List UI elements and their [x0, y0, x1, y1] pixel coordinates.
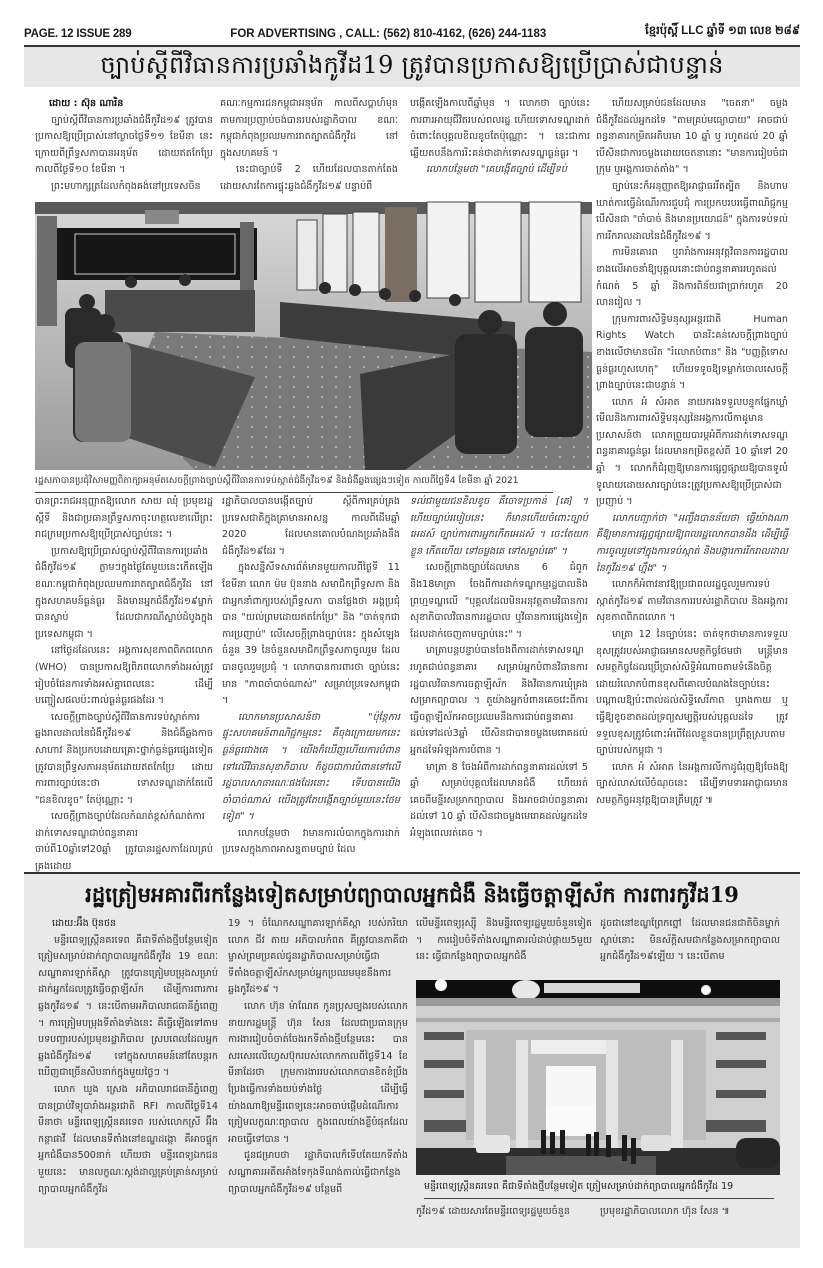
paragraph: ហើយសម្រាប់ជនដែលមាន "ចេតនា" ចម្លងជំងឺកូវីដដល់អ្នកដទៃ "តាមគ្រប់មធ្យោបាយ" អាចជាប់ពន្ធនាគារកម្រិតអតិបរមា 10 ឆ្នាំ ឬ រហូតដល់ 20 ឆ្នាំ បើសិនជាការចម្លងដោយចេតនានោះ "មានការរៀបចំជាក្រុម ឬអង្គការចាត់តាំង" ។: [596, 98, 788, 176]
parliament-photo-caption: រដ្ឋសភាបានប្រជុំវិសាមញ្ញពិភាក្សាអនុម័តសេចក្តីព្រាងច្បាប់ស្តីពីវិធានការទប់ស្កាត់ជំងឺកូវីដ១៩ និងជំងឺឆ្លងផ្សេងៗទៀត កាលពីថ្ងៃទី4 ខែមីនា ឆ្នាំ 2021: [35, 475, 553, 493]
paragraph: 19 ។ ចំណែកសណ្ឋាគារឡាក់គីស្ដា របស់ភរិយាលោក ជីវ តាយ អភិបាលកំពត គឺត្រូវបានភាគីជាម្ចាស់ព្រមប្រគល់ជូនរដ្ឋាភិបាលសម្រាប់ធ្វើជាទីតាំងចត្តាឡីស័កសម្រាប់អ្នកប្រឈមមុខនឹងការឆ្លងកូវីដ១៩ ។: [228, 918, 408, 996]
paragraph: ដូចជានៅខណ្ឌព្រែកព្នៅ ដែលមានជនជាតិចិនម្នាក់ស្លាប់នោះ មិនស័ក្តិសមជាកន្លែងសម្រាកព្យាបាលអ្នកជំងឺកូវីដ១៩ឡើយ ។ នេះបើតាម: [600, 918, 780, 963]
article1-headline-banner: [24, 47, 800, 87]
paragraph: ការមិនគោរព ឬរារាំងការអនុវត្តវិធានការរដ្ឋបាលខាងលើអាចនាំឱ្យបុគ្គលនោះជាប់ពន្ធនាគាររហូតដល់កំណត់ 5 ឆ្នាំ និងការពិន័យជាប្រាក់រហូត 20 លានរៀល ។: [596, 247, 788, 309]
article2-column-4-bottom: [600, 1204, 780, 1224]
article2-column-1: [38, 916, 218, 1246]
paragraph: ព្រះមហាក្សត្រដែលកំពុងគង់នៅប្រទេសចិន: [51, 180, 201, 192]
paragraph: ក្រុមការពារសិទ្ធិមនុស្សអន្តរជាតិ Human Rights Watch បានរិះគន់សេចក្តីព្រាងច្បាប់ខាងលើថាមានចរិត "រំលោភបំពាន" និង "បញ្ញត្តិទោសធ្ងន់ធ្ងរហួសហេតុ" ហើយទទូចឱ្យទម្លាក់ចោលសេចក្តីព្រាងច្បាប់នេះជាបន្ទាន់ ។: [596, 313, 788, 392]
paragraph: នៅថ្ងៃដដែលនេះ អង្គការសុខភាពពិភពលោក (WHO) បានប្រកាសឱ្យពិភពលោកទាំងអស់ត្រូវរៀបចំផែនការទាំងអស់គ្នាពេលនេះ ដើម្បីបញ្ចៀសផលប៉ះពាល់ធ្ងន់ធ្ងរផងដែរ ។: [35, 645, 213, 707]
paragraph: បានព្រះរាជអនុញ្ញាតឱ្យលោក សាយ ឈុំ ប្រមុខរដ្ឋស្តីទី និងជាប្រធានព្រឹទ្ធសភាចុះហត្ថលេខាលើព្រះរាជក្រមប្រកាសឱ្យប្រើប្រាស់ច្បាប់នេះ ។: [35, 496, 213, 541]
article2-headline: រដ្ឋត្រៀមអគារពីរកន្លែងទៀតសម្រាប់ព្យាបាលអ្នកជំងឺ និងធ្វើចត្តាឡីស័ក ការពារកូវីដ19: [85, 881, 739, 907]
paragraph: កូវីដ១៩ ដោយសារតែមន្ទីរពេទ្យរដ្ឋមួយចំនួន: [416, 1206, 570, 1217]
paragraph: នេះជាច្បាប់ទី 2 ហើយដែលបានតាក់តែង ដោយសារតែការផ្ទុះឆ្លងជំងឺកូវីដ១៩ បន្ទាប់ពី: [220, 164, 398, 192]
article1-column-2-bottom: [222, 494, 400, 866]
paragraph: លោក អំ សំអាត នៃអង្គការលីកាដូជំរុញឱ្យចែងឱ្យច្បាស់លាស់លើចំណុចនេះ ដើម្បីទាមទារអាជ្ញាធរមានសមត្ថកិច្ចអនុវត្តឱ្យបានត្រឹមត្រូវ ៕: [596, 761, 788, 806]
paragraph: មាត្រាបន្តបន្ទាប់បានចែងពីការដាក់ទោសទណ្ឌរហូតជាប់ពន្ធនាគារ សម្រាប់អ្នកបំពានវិធានការរដ្ឋបាលវិធានការចត្តាឡីស័ក និងវិធានការឃុំគ្រងសម្រាកព្យាបាល ។ តួយ៉ាងអ្នកបំពានគេចវេះពីការធ្វើចត្តាឡីស័កអាចប្រឈមនឹងការជាប់ពន្ធនាគារដល់ទៅដល់3ឆ្នាំ បើសិនជាបានចម្លងមេរោគដល់អ្នកដទៃអំឡុងការបំពាន ។: [410, 645, 588, 756]
paragraph: គណៈកម្មការជនកម្ពុជាអនុម័ត កាលពីសប្តាហ៍មុន តាមការប្រញាប់ចង់បានរបស់រដ្ឋាភិបាល ខណៈកម្ពុជាកំពុងប្រឈមការរាតត្បាតជំងឺកូវីដ នៅក្នុងសហគមន៍ ។: [220, 98, 398, 159]
paragraph: រដ្ឋាភិបាលបានបង្កើតច្បាប់ ស្តីពីការគ្រប់គ្រងប្រទេសជាតិក្នុងគ្រាមានអាសន្ន កាលពីដើមឆ្នាំ 2020 ដែលមានគោលបំណងប្រឆាំងនឹងជំងឺកូវីដ១៩ដែរ ។: [222, 496, 400, 557]
article1-column-4: [596, 96, 788, 846]
article2-headline-banner: [24, 880, 800, 914]
paragraph: ច្បាប់នេះក៏អនុញ្ញាតឱ្យអាជ្ញាធររឹតត្បិត និងហាមឃាត់ការធ្វើដំណើរការជួបជុំ ការប្រកបរបរធ្វើពាណិជ្ជកម្ម បើសិនជា "ចាំបាច់ និងមានប្រយោជន៍" ក្នុងការទប់ទល់ការរីករាលដាលនៃជំងឺកូវីដ១៩ ។: [596, 180, 788, 242]
parliament-session-photo: [35, 202, 592, 470]
article1-column-1-bottom: [35, 494, 213, 873]
paragraph: ប្រកាសឱ្យប្រើប្រាស់ច្បាប់ស្តីពីវិធានការប្រឆាំងជំងឺកូវីដ១៩ ភ្លាមៗក្នុងថ្ងៃតែមួយនេះកើតឡើង ខណៈកម្ពុជាកំពុងប្រឈមការរាតត្បាតជំងឺកូវីដ នៅក្នុងសហគមន៍ធ្ងន់ធ្ងរ និងមានអ្នកជំងឺកូវីដ១៩ម្នាក់បានស្លាប់ ដែលជាករណីស្លាប់ដំបូងក្នុងប្រទេសកម្ពុជា ។: [35, 545, 213, 640]
paragraph: ជូនជម្រាបថា រដ្ឋាភិបាលក៏ទើបតែយកទីតាំងសណ្ឋាគារអតីតអាំងទែកុងទីណង់តាល់ធ្វើជាកន្លែងព្យាបាលអ្នកជំងឺកូវីដ១៩ បន្ថែមពី: [228, 1150, 408, 1195]
page-masthead: [24, 22, 800, 42]
publication-info: ខ្មែរប៉ុស្តិ៍ LLC ឆ្នាំទី ១៣ លេខ ២៨៩: [645, 25, 800, 37]
article2-column-3-bottom: [416, 1204, 592, 1224]
paragraph: លោក ឃួង ស្រេង អភិបាលរាជធានីភ្នំពេញ បានប្រាប់វិទ្យុបារាំងអន្តរជាតិ RFI កាលពីថ្ងៃទី14 មីនាថា មន្ទីរពេទ្យស្ត្រីនគរទេព របស់លោកស្រី អ៊ឹង កន្ថាផាវី ដែលមានទីតាំងនៅខណ្ឌដង្កោ គឺអាចផ្ទុកអ្នកជំងឺបាន500នាក់ ហើយថា មន្ទីរពេទ្យឯកជនមួយនេះ មានលក្ខណៈស្តង់ដាល្អគ្រប់គ្រាន់សម្រាប់ព្យាបាលអ្នកជំងឺកូវីដ: [38, 1083, 218, 1195]
paragraph: ក្នុងសន្និសីទសារព័ត៌មានមួយកាលពីថ្ងៃទី 11 ខែមីនា លោក ម៉ម ប៊ុននាង សមាជិកព្រឹទ្ធសភា និងជាអ្នកនាំពាក្យរបស់ព្រឹទ្ធសភា បានថ្លែងថា អង្គប្រជុំបាន "យល់ព្រមដោយឥតកែប្រែ" និង "ចាត់ទុកជាការប្រញាប់" លើសេចក្តីព្រាងច្បាប់នេះ ក្នុងសំឡេងចំនួន 39 នៃចំនួនសមាជិកព្រឹទ្ធសភាចូលរួម ដែលបានចូលរួមប្រជុំ ។ លោកបានការពារថា ច្បាប់នេះមាន "ភាពចាំបាច់ណាស់" សម្រាប់ប្រទេសកម្ពុជា ។: [222, 562, 400, 707]
paragraph: លោក អំ សំអាត នាយករងទទួលបន្ទុកផ្នែកឃ្លាំមើលនិងការពារសិទ្ធិមនុស្សនៃអង្គការលីកាដូមានប្រសាសន៍ថា លោកព្រួយបារម្ភអំពីការដាក់ទោសទណ្ឌពន្ធនាគារធ្ងន់ធ្ងរ ដែលមានកម្រិតខ្ពស់ពី 10 ឆ្នាំទៅ 20 ឆ្នាំ ។ លោកក៏ជំរុញឱ្យមានការផ្សព្វផ្សាយឱ្យបានទូលំទូលាយដោយសារច្បាប់នេះត្រូវប្រកាសឱ្យប្រើប្រាស់ជាប្រញាប់ ។: [596, 396, 788, 508]
hospital-photo-caption: មន្ទីរពេទ្យស្ត្រីនគរទេព គឺជាទីតាំងថ្មីបន្ថែមទៀត ត្រៀមសម្រាប់ដាក់ព្យាបាលអ្នកជំងឺកូវីដ 19: [424, 1180, 774, 1199]
paragraph: សេចក្តីព្រាងច្បាប់ដែលកំណត់ខ្ពស់កំណត់ការដាក់ទោសទណ្ឌជាប់ពន្ធនាគារ ចាប់ពី10ឆ្នាំទៅ20ឆ្នាំ ត្រូវបានរដ្ឋសភាដែលគ្រប់គ្រងដោយ: [35, 811, 213, 873]
paragraph: បង្កើតឡើងកាលពីឆ្នាំមុន ។ លោកថា ច្បាប់នេះ ការពារអាយុជីវិតរបស់ពលរដ្ឋ ហើយទោសទណ្ឌដាក់ចំពោះតែបុគ្គលខិលខូចតែប៉ុណ្ណោះ ។ នេះជាការឆ្លើយតបនឹងការរិះគន់ថាដាក់ទោសទណ្ឌធ្ងន់ធ្ងរ ។: [410, 98, 590, 159]
article1-byline: ដោយ : ស៊ុន ណារិន: [49, 98, 124, 109]
article2-column-3: [416, 916, 592, 968]
paragraph: មាត្រា 12 នៃច្បាប់នេះ ចាត់ទុកថាមានការទទួលខុសត្រូវរបស់អាជ្ញាធរមានសមត្ថកិច្ចថែមថា មន្ត្រីមានសមត្ថកិច្ចដែលប្រើប្រាស់សិទ្ធិអំណាចតាមទំនើងចិត្ត ដោយរំលោភបំពានខុសពីគោលបំណងនៃច្បាប់នេះ បណ្តាលឱ្យប៉ះពាល់ដល់សិទ្ធិសេរីភាព ឬរាងកាយ ឬធ្វើឱ្យខូចខាតដល់ទ្រព្យសម្បត្តិរបស់បុគ្គលដទៃ ត្រូវទទួលខុសត្រូវចំពោះអំពើដែលខ្លួនបានប្រព្រឹត្តស្របតាមច្បាប់របស់កម្ពុជា ។: [596, 629, 788, 757]
paragraph: សេចក្តីព្រាងច្បាប់ដែលមាន 6 ជំពូក និង18មាត្រា ចែងពីការដាក់ទណ្ឌកម្មរដ្ឋបាលនិងព្រហ្មទណ្ឌលើ "បុគ្គលដែលមិនអនុវត្តតាមវិធានការសុខាភិបាលវិធានការរដ្ឋបាល ឬវិធានការផ្សេងទៀតដែលដាក់ចេញតាមច្បាប់នេះ" ។: [410, 562, 588, 640]
article1-column-2-top: [220, 96, 398, 200]
article1-column-3-top: [410, 96, 590, 200]
paragraph: លើមន្ទីរពេទ្យរុស្ស៊ី និងមន្ទីរពេទ្យរដ្ឋមួយចំនួនទៀត ។ ការរៀបចំទីតាំងសណ្ឋាគារលំដាប់ផ្កាយ5មួយនេះ ធ្វើជាកន្លែងព្យាបាលអ្នកជំងឺ: [416, 918, 592, 963]
paragraph: ទល់ជាមួយជនខិលខូច គឺចោទប្រកាន់ [គេ] ។ ហើយច្បាប់របៀបនេះ ក៏មានហើយចំពោះច្បាប់អេដស៍ ច្បាប់ការពារអ្នកកើតអេដស៍ ។ ចេះតែយកខ្លួន កើតហើយ ទៅចម្លងគេ ទៅសម្លាប់គេ" ។: [410, 496, 588, 557]
paragraph: មាត្រា 8 ចែងអំពីការដាក់ពន្ធនាគារដល់ទៅ 5 ឆ្នាំ សម្រាប់បុគ្គលដែលមានជំងឺ ហើយរត់គេចពីមន្ទីរសម្រាកព្យាបាល និងអាចជាប់ពន្ធនាគារដល់ទៅ 10 ឆ្នាំ បើសិនជាចម្លងមេរោគដល់អ្នកដទៃអំឡុងពេលរត់គេច ។: [410, 761, 588, 839]
article1-headline: ច្បាប់ស្តីពីវិធានការប្រឆាំងកូវីដ19 ត្រូវបានប្រកាសឱ្យប្រើប្រាស់ជាបន្ទាន់: [100, 50, 724, 79]
advertising-contact: FOR ADVERTISING , CALL: (562) 810-4162, (626) 244-1183: [230, 28, 547, 40]
article2-column-2: [228, 916, 408, 1246]
paragraph: មន្ទីរពេទ្យស្ត្រីនគរទេព គឺជាទីតាំងថ្មីបន្ថែមទៀត ត្រៀមសម្រាប់ដាក់ព្យាបាលអ្នកជំងឺកូវីដ 19 ខណៈសណ្ឋាគារឡាក់គីស្ដា ត្រូវបានត្រៀមបម្រុងសម្រាប់ដាក់អ្នកដែលត្រូវធ្វើចត្តាឡីស័ក ដើម្បីការពារការឆ្លងកូវីដ១៩ ។ នេះបើតាមអភិបាលរាជធានីភ្នំពេញ ។ ការត្រៀមបម្រុងទីតាំងទាំងនេះ គឺធ្វើឡើងទៅតាមបទបញ្ជារបស់ប្រមុខរដ្ឋាភិបាល ស្របពេលដែលអ្នកឆ្លងជំងឺកូវីដ១៩ ទៅក្នុងសហគមន៍នៅតែបន្តរកឃើញជាច្រើនសិបនាក់ក្នុងមួយថ្ងៃៗ ។: [38, 934, 218, 1079]
paragraph: ប្រមុខរដ្ឋាភិបាលលោក ហ៊ុន សែន ៕: [600, 1206, 730, 1217]
paragraph: ច្បាប់ស្តីពីវិធានការប្រឆាំងជំងឺកូវីដ១៩ ត្រូវបានប្រកាសឱ្យប្រើប្រាស់នៅល្ងាចថ្ងៃទី១១ ខែមីនា នេះក្រោយពីព្រឹទ្ធសភាបានអនុម័ត ដោយឥតកែប្រែកាលពីថ្ងៃទី១០ ខែមីនា ។: [35, 114, 213, 176]
paragraph: លោក ហ៊ុន ម៉ាណែត កូនប្រុសច្បងរបស់លោកនាយករដ្ឋមន្ត្រី ហ៊ុន សែន ដែលជាប្រធានក្រុមការងាររៀបចំចាត់ចែងរកទីតាំងថ្មីបន្ថែមនេះ បានសរសេរលើហ្វេសប៊ុករបស់លោកកាលពីថ្ងៃទី14 ខែមីនាដែរថា ក្រុមការងាររបស់លោកបានខិតខំប្រឹងប្រែងធ្វើការទាំងយប់ទាំងថ្ងៃ ដើម្បីធ្វើយ៉ាងណាឱ្យមន្ទីរពេទ្យនេះអាចចាប់ផ្តើមដំណើរការ ត្រៀមលក្ខណៈព្យាបាល ក្នុងពេលយ៉ាងខ្លីបំផុតដែលអាចធ្វើទៅបាន ។: [228, 1000, 408, 1145]
article2-column-4: [600, 916, 780, 968]
parliament-session-image: [35, 202, 592, 470]
article1-column-3-bottom: [410, 494, 588, 866]
paragraph: លោកបន្ថែមថា "គេបង្កើតច្បាប់ ដើម្បីទប់: [426, 164, 567, 176]
hospital-building-photo: [416, 980, 780, 1175]
paragraph: លោកបញ្ជាក់ថា "អញ្ចឹងបានន័យថា ធ្វើយ៉ាងណា គឺឱ្យមានការផ្សព្វផ្សាយឱ្យពលរដ្ឋលោកបានដឹង ដើម្បីធ្វើការចូលរួមទៅក្នុងការទប់ស្កាត់ និងបង្ការការរីករាលដាលនៃកូវីដ១៩ ហ្នឹង" ។: [596, 512, 788, 574]
page-issue-label: PAGE. 12 ISSUE 289: [24, 28, 132, 40]
paragraph: លោកក៏អំពាវនាវឱ្យប្រជាពលរដ្ឋចូលរួមការទប់ស្កាត់កូវីដ១៩ តាមវិធានការរបស់រដ្ឋាភិបាល និងអង្គការសុខភាពពិភពលោក ។: [596, 579, 788, 624]
article1-column-1-top: [35, 96, 213, 200]
paragraph: លោកមានប្រសាសន៍ថា "ប៉ុន្តែការផ្ទុះសហគមន៍ពាណិជ្ជកម្មនេះ គឺចុងក្រោយមកនេះធ្ងន់ធ្ងរជាងគេ ។ យើងក៏ឃើញហើយការបំពានទៅលើវិធានសុខាភិបាល ក៏ដូចជាការបំពានទៅលើរដ្ឋបាលសាធារណៈផងដែរនោះ ទើបបានយើងចាំបាច់ណាស់ យើងត្រូវតែបង្កើតច្បាប់មួយនេះថែមទៀត" ។: [222, 711, 400, 823]
hospital-building-image: [416, 980, 780, 1175]
paragraph: លោកបន្ថែមថា វាមានការលំបាកក្នុងការដាក់ប្រទេសក្នុងភាពអាសន្នតាមច្បាប់ ដែល: [222, 827, 400, 856]
article2-byline: ដោយ:អ៊ឹង ប៊ុនថន: [52, 918, 117, 929]
paragraph: សេចក្តីព្រាងច្បាប់ស្តីពីវិធានការទប់ស្កាត់ការឆ្លងរាលដាលនៃជំងឺកូវីដ១៩ និងជំងឺឆ្លងកាចសាហាវ និងប្រកបដោយគ្រោះថ្នាក់ធ្ងន់ធ្ងរផ្សេងទៀត ត្រូវបានព្រឹទ្ធសភាអនុម័តដោយឥតកែប្រែ ដោយការពារច្បាប់នេះថា ទោសទណ្ឌដាក់តែលើ "ជនខិលខូច" តែប៉ុណ្ណោះ ។: [35, 711, 213, 806]
